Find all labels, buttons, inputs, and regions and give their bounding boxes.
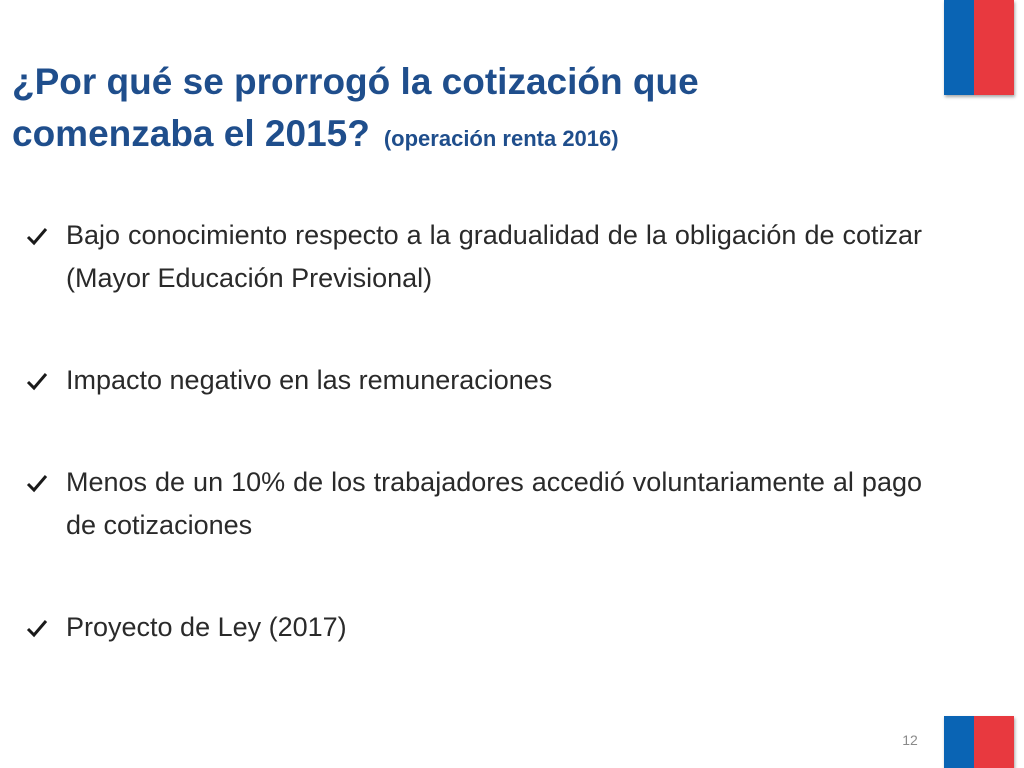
title-subtitle: (operación renta 2016) <box>383 126 619 151</box>
bullet-text: Bajo conocimiento respecto a la gradualidad de la obligación de cotizar (Mayor Educación Previsional) <box>66 220 922 293</box>
flag-red-stripe <box>974 716 1014 768</box>
check-icon <box>26 359 66 402</box>
flag-red-stripe <box>974 0 1014 95</box>
title-line-1: ¿Por qué se prorrogó la cotización que <box>12 61 699 102</box>
page-number: 12 <box>902 732 918 748</box>
bullet-text: Impacto negativo en las remuneraciones <box>66 365 553 395</box>
check-icon <box>26 214 66 257</box>
flag-blue-stripe <box>944 0 974 95</box>
chile-flag-icon <box>944 0 1014 95</box>
title-line-2: comenzaba el 2015? <box>12 113 370 154</box>
check-icon <box>26 606 66 649</box>
bullet-item <box>26 606 922 649</box>
bullet-text: Proyecto de Ley (2017) <box>66 612 347 642</box>
bullet-item <box>26 461 922 547</box>
chile-flag-icon <box>944 716 1014 768</box>
check-icon <box>26 461 66 504</box>
bullet-text: Menos de un 10% de los trabajadores accedió voluntariamente al pago de cotizaciones <box>66 467 922 540</box>
bullet-item <box>26 214 922 300</box>
flag-blue-stripe <box>944 716 974 768</box>
bullet-list <box>26 214 922 649</box>
slide-title <box>12 56 912 165</box>
bullet-item <box>26 359 922 402</box>
